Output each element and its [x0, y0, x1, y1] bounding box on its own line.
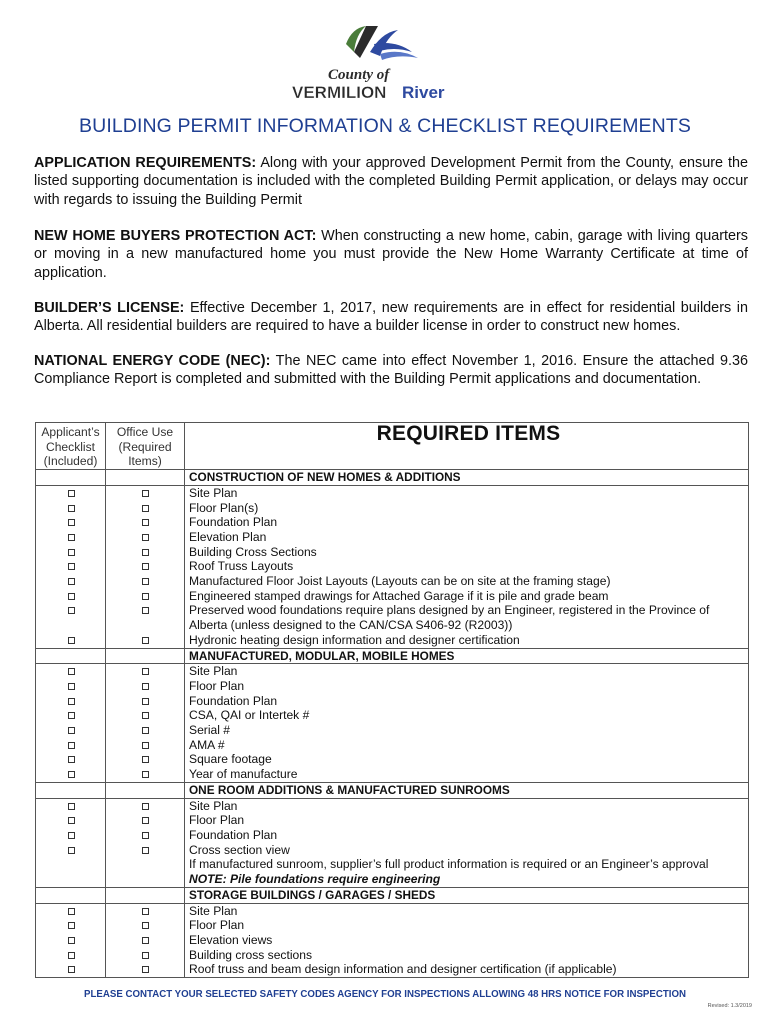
- list-item: Preserved wood foundations require plans designed by an Engineer, registered in the Province of Alberta (unless designed to the CAN/CSA S406-92 (R2003)): [189, 603, 710, 633]
- checkbox[interactable]: [106, 904, 184, 919]
- list-item: Elevation Plan: [189, 529, 267, 544]
- checkbox[interactable]: [106, 574, 184, 589]
- list-item: Cross section view: [189, 842, 290, 857]
- required-items-header: REQUIRED ITEMS: [185, 423, 749, 470]
- checkbox[interactable]: [106, 679, 184, 694]
- checkbox[interactable]: [36, 738, 105, 753]
- national-energy-code-paragraph: [34, 352, 748, 389]
- table-header-row: [36, 423, 749, 470]
- checkbox[interactable]: [36, 948, 105, 963]
- list-item: Floor Plan: [189, 813, 245, 828]
- list-item: Site Plan: [189, 798, 238, 813]
- item-list: [185, 485, 749, 648]
- list-item: Square footage: [189, 752, 272, 767]
- section-title: CONSTRUCTION OF NEW HOMES & ADDITIONS: [185, 470, 749, 486]
- paragraph-label: NATIONAL ENERGY CODE (NEC):: [34, 353, 271, 369]
- checkbox[interactable]: [36, 679, 105, 694]
- checkbox[interactable]: [106, 559, 184, 574]
- checkbox[interactable]: [106, 545, 184, 560]
- paragraph-text: Along with your approved Development Permit from the County, ensure the listed supporting documentation is included with the completed Building Permit application, or delays may occur with regards to issuing the Building Permit: [34, 155, 748, 208]
- paragraph-label: APPLICATION REQUIREMENTS:: [34, 155, 257, 171]
- checkbox[interactable]: [36, 918, 105, 933]
- list-item: Roof Truss Layouts: [189, 559, 294, 574]
- logo-emblem-icon: [346, 26, 418, 60]
- list-item: Elevation views: [189, 932, 273, 947]
- checkbox[interactable]: [36, 694, 105, 709]
- logo-line2b: River: [402, 83, 445, 102]
- checkbox[interactable]: [36, 904, 105, 919]
- list-item: Building cross sections: [189, 947, 313, 962]
- required-items-table: [35, 422, 749, 978]
- checkbox[interactable]: [36, 486, 105, 501]
- list-item: Manufactured Floor Joist Layouts (Layouts can be on site at the framing stage): [189, 574, 611, 589]
- paragraph-text: When constructing a new home, cabin, garage with living quarters or moving in a new manufactured home you must provide the New Home Warranty Certificate at time of application.: [34, 228, 748, 281]
- list-item: Building Cross Sections: [189, 544, 317, 559]
- checkbox[interactable]: [106, 530, 184, 545]
- list-item: Foundation Plan: [189, 827, 278, 842]
- checkbox[interactable]: [106, 501, 184, 516]
- checkbox[interactable]: [36, 933, 105, 948]
- checkbox[interactable]: [106, 486, 184, 501]
- checkbox[interactable]: [36, 589, 105, 604]
- checkbox[interactable]: [106, 799, 184, 814]
- checkbox[interactable]: [106, 738, 184, 753]
- checkbox[interactable]: [106, 752, 184, 767]
- checkbox[interactable]: [36, 843, 105, 858]
- checkbox[interactable]: [36, 603, 105, 618]
- checkbox[interactable]: [106, 843, 184, 858]
- checkbox[interactable]: [36, 574, 105, 589]
- checkbox[interactable]: [106, 828, 184, 843]
- list-item: CSA, QAI or Intertek #: [189, 708, 310, 723]
- inspection-notice-footer: PLEASE CONTACT YOUR SELECTED SAFETY CODES AGENCY FOR INSPECTIONS ALLOWING 48 HRS NOTICE FOR INSPECTION: [84, 989, 686, 1000]
- logo-line1: County of: [328, 67, 390, 83]
- office-checkbox-column: [106, 903, 185, 978]
- checkbox[interactable]: [106, 948, 184, 963]
- section-title-row: [36, 648, 749, 664]
- checkbox[interactable]: [106, 708, 184, 723]
- paragraph-label: NEW HOME BUYERS PROTECTION ACT:: [34, 228, 317, 244]
- item-list: [185, 664, 749, 783]
- checkbox[interactable]: [36, 501, 105, 516]
- county-logo: [286, 22, 470, 104]
- list-item: Engineered stamped drawings for Attached Garage if it is pile and grade beam: [189, 588, 609, 603]
- checkbox[interactable]: [36, 515, 105, 530]
- checkbox[interactable]: [36, 799, 105, 814]
- checkbox[interactable]: [36, 633, 105, 648]
- logo-line2a: VERMILION: [292, 83, 387, 102]
- checkbox[interactable]: [36, 530, 105, 545]
- checkbox[interactable]: [36, 962, 105, 977]
- list-item: AMA #: [189, 737, 225, 752]
- application-requirements-paragraph: [34, 154, 748, 209]
- list-item: Floor Plan(s): [189, 500, 259, 515]
- applicant-checkbox-column: [36, 903, 106, 978]
- checkbox[interactable]: [106, 515, 184, 530]
- checkbox[interactable]: [36, 708, 105, 723]
- checkbox[interactable]: [36, 723, 105, 738]
- list-item: Floor Plan: [189, 918, 245, 933]
- list-item: Site Plan: [189, 903, 238, 918]
- paragraph-text: Effective December 1, 2017, new requirements are in effect for residential builders in Alberta. All residential builders are required to have a builder license in order to construct new homes.: [34, 300, 748, 335]
- list-item: Year of manufacture: [189, 767, 298, 782]
- paragraph-text: The NEC came into effect November 1, 2016. Ensure the attached 9.36 Compliance Report is completed and submitted with the Building Permit applications and documentation.: [34, 353, 748, 388]
- checkbox[interactable]: [36, 767, 105, 782]
- checkbox[interactable]: [36, 828, 105, 843]
- checkbox[interactable]: [36, 664, 105, 679]
- applicant-checkbox-column: [36, 485, 106, 648]
- page-title: BUILDING PERMIT INFORMATION & CHECKLIST REQUIREMENTS: [79, 115, 691, 137]
- list-item: Floor Plan: [189, 678, 245, 693]
- checkbox[interactable]: [106, 723, 184, 738]
- list-item: Roof truss and beam design information and designer certification (if applicable): [189, 962, 617, 977]
- office-checkbox-column: [106, 798, 185, 887]
- checkbox[interactable]: [36, 559, 105, 574]
- section-items-row: [36, 798, 749, 887]
- section-items-row: [36, 485, 749, 648]
- checkbox[interactable]: [36, 813, 105, 828]
- checkbox[interactable]: [106, 664, 184, 679]
- section-title: MANUFACTURED, MODULAR, MOBILE HOMES: [185, 648, 749, 664]
- section-title-row: [36, 782, 749, 798]
- checkbox[interactable]: [106, 589, 184, 604]
- checkbox[interactable]: [106, 603, 184, 618]
- checkbox[interactable]: [106, 694, 184, 709]
- list-item: Site Plan: [189, 664, 238, 679]
- list-item: Foundation Plan: [189, 693, 278, 708]
- applicant-checkbox-column: [36, 664, 106, 783]
- checkbox[interactable]: [106, 933, 184, 948]
- office-checkbox-column: [106, 664, 185, 783]
- list-item: Foundation Plan: [189, 515, 278, 530]
- item-list: [185, 798, 749, 887]
- paragraph-label: BUILDER’S LICENSE:: [34, 300, 185, 316]
- applicant-checklist-header: Applicant’s Checklist (Included): [36, 423, 106, 470]
- list-item: Serial #: [189, 723, 231, 738]
- item-list: [185, 903, 749, 978]
- section-title: STORAGE BUILDINGS / GARAGES / SHEDS: [185, 887, 749, 903]
- checkbox[interactable]: [106, 633, 184, 648]
- sunroom-note: If manufactured sunroom, supplier’s full product information is required or an Engineer’s approval: [189, 857, 709, 872]
- checkbox[interactable]: [36, 752, 105, 767]
- section-title-row: [36, 470, 749, 486]
- office-use-header: Office Use (Required Items): [106, 423, 185, 470]
- pile-foundation-note: NOTE: Pile foundations require engineering: [189, 872, 441, 887]
- section-title-row: [36, 887, 749, 903]
- applicant-checkbox-column: [36, 798, 106, 887]
- revised-date: Revised: 1.3/2019: [707, 1003, 752, 1009]
- office-checkbox-column: [106, 485, 185, 648]
- checkbox[interactable]: [106, 813, 184, 828]
- section-items-row: [36, 664, 749, 783]
- new-home-buyers-paragraph: [34, 227, 748, 282]
- checkbox[interactable]: [106, 918, 184, 933]
- section-items-row: [36, 903, 749, 978]
- checkbox[interactable]: [36, 545, 105, 560]
- checkbox[interactable]: [106, 962, 184, 977]
- list-item: Hydronic heating design information and designer certification: [189, 632, 520, 647]
- list-item: Site Plan: [189, 485, 238, 500]
- checkbox[interactable]: [106, 767, 184, 782]
- builders-license-paragraph: [34, 299, 748, 336]
- section-title: ONE ROOM ADDITIONS & MANUFACTURED SUNROOMS: [185, 782, 749, 798]
